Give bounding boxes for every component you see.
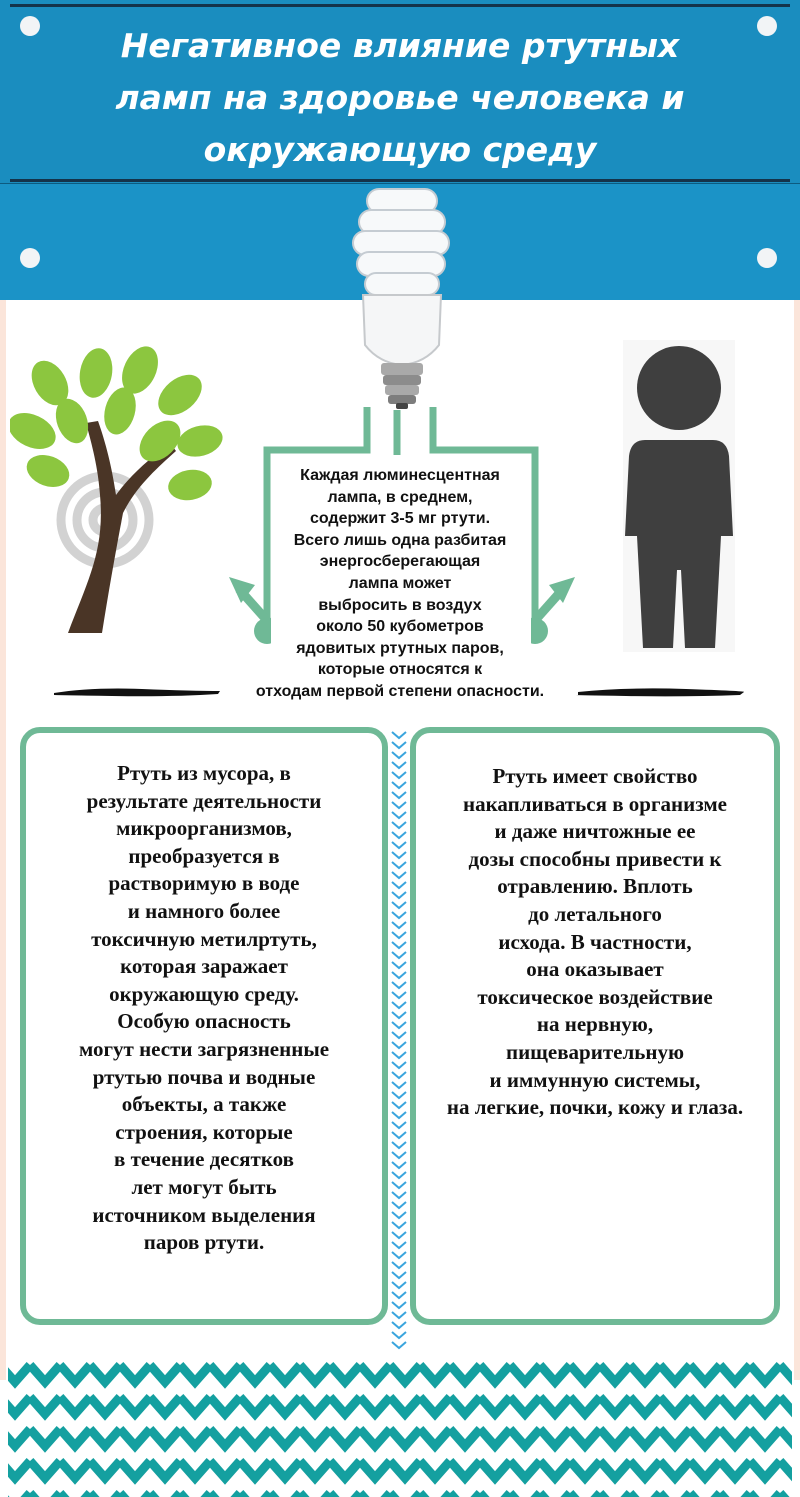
card-line: и намного более (127, 898, 281, 923)
top-rule (10, 4, 790, 7)
statement-line: отходам первой степени опасности. (255, 682, 545, 700)
pin-dot (757, 248, 777, 268)
card-line: могут нести загрязненные (78, 1036, 330, 1061)
pin-dot (20, 16, 40, 36)
tree-icon (10, 345, 225, 635)
card-line: она оказывает (526, 957, 664, 982)
card-line: которая заражает (120, 954, 288, 979)
card-line: токсическое воздействие (477, 984, 713, 1009)
card-line: дозы способны привести к (468, 846, 722, 871)
statement-line: выбросить в воздух (318, 596, 482, 614)
center-statement (255, 465, 545, 703)
person-head (637, 346, 721, 430)
card-line: строения, которые (115, 1119, 293, 1144)
card-line: Ртуть имеет свойство (492, 764, 698, 788)
statement-line: ядовитых ртутных паров, (296, 639, 504, 657)
left-info-card (20, 727, 388, 1325)
card-line: токсичную метилртуть, (91, 926, 317, 951)
card-line: в течение десятков (114, 1147, 294, 1172)
right-card-text (416, 763, 774, 1122)
pin-dot (20, 248, 40, 268)
card-line: лет могут быть (131, 1174, 277, 1199)
chevron-divider (389, 730, 409, 1350)
card-line: паров ртути. (143, 1230, 265, 1255)
person-icon (623, 340, 735, 652)
card-line: растворимую в воде (108, 871, 300, 896)
title-line: Негативное влияние ртутных (120, 26, 680, 65)
card-line: на нервную, (536, 1012, 654, 1037)
left-accent-strip (0, 300, 6, 1380)
lamp-ballast (363, 295, 441, 365)
pin-dot (757, 16, 777, 36)
statement-line: содержит 3-5 мг ртути. (309, 510, 491, 528)
card-line: результате деятельности (86, 788, 322, 813)
statement-line: энергосберегающая (319, 553, 481, 571)
card-line: объекты, а также (121, 1092, 287, 1117)
card-line: накапливаться в организме (462, 791, 727, 816)
left-card-text (26, 760, 382, 1257)
title-line: окружающую среду (203, 130, 597, 169)
statement-line: около 50 кубометров (316, 618, 484, 636)
lamp-base (381, 363, 423, 409)
statement-line: которые относятся к (317, 661, 483, 679)
zigzag-footer (0, 1360, 800, 1497)
page-title (50, 20, 750, 176)
card-line: Особую опасность (117, 1009, 291, 1034)
card-line: ртутью почва и водные (92, 1064, 316, 1089)
brush-divider-right (576, 684, 746, 700)
card-line: до летального (528, 901, 662, 926)
card-line: преобразуется в (128, 843, 280, 868)
card-line: Ртуть из мусора, в (117, 761, 291, 785)
card-line: отравлению. Вплоть (497, 874, 693, 899)
statement-line: лампа может (348, 574, 452, 592)
right-accent-strip (794, 300, 800, 1380)
card-line: на легкие, почки, кожу и глаза. (446, 1095, 744, 1120)
brush-divider-left (52, 684, 222, 700)
statement-line: Всего лишь одна разбитая (293, 531, 507, 549)
card-line: и даже ничтожные ее (494, 819, 696, 844)
statement-line: лампа, в среднем, (327, 488, 473, 506)
statement-line: Каждая люминесцентная (300, 467, 500, 484)
card-line: и иммунную системы, (489, 1067, 701, 1092)
card-line: окружающую среду. (109, 981, 299, 1006)
card-line: пищеварительную (505, 1039, 685, 1064)
right-info-card (410, 727, 780, 1325)
bottom-rule (10, 179, 790, 182)
card-line: микроорганизмов, (116, 816, 292, 841)
title-line: ламп на здоровье человека и (115, 78, 685, 117)
card-line: источником выделения (92, 1202, 316, 1227)
lamp-spiral (353, 189, 449, 295)
card-line: исхода. В частности, (498, 929, 692, 954)
